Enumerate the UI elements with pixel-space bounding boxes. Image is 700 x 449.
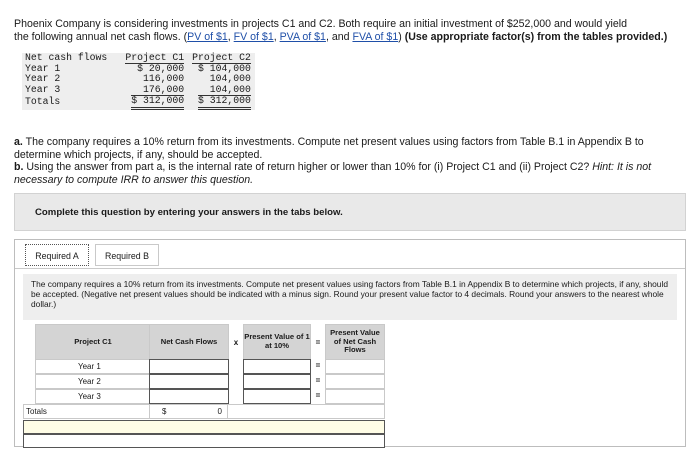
- year-label: Year 2: [78, 377, 101, 386]
- part-a-text: The company requires a 10% return from its investments. Compute net present values using factors from Table B.1 in Appendix B to determine which projects, if any, should be accepted.: [14, 136, 644, 161]
- cash-flow-header-row: [22, 53, 255, 64]
- pv-result-cell: [325, 359, 385, 374]
- c1-total-text: $ 312,000: [131, 95, 184, 110]
- cash-flow-header-c1: [121, 53, 188, 64]
- link-separator: ,: [273, 30, 280, 43]
- instructions-text: Complete this question by entering your answers in the tabs below.: [35, 207, 343, 218]
- intro-line-1: Phoenix Company is considering investments in projects C1 and C2. Both require an initial investment of $252,000 and would yield: [14, 18, 628, 30]
- instructions-banner: [14, 193, 686, 231]
- header-project: Project C1: [35, 324, 151, 360]
- tab-divider: [15, 268, 685, 269]
- header-c2-text: Project C2: [192, 52, 251, 63]
- pv-factor-input[interactable]: [243, 374, 311, 389]
- cash-flow-header-label: Net cash flows: [25, 52, 108, 63]
- cash-flow-c1-value: $ 20,000: [137, 62, 185, 74]
- cash-flow-year-label: Year 3: [25, 83, 61, 95]
- cash-flow-totals-row: [22, 95, 255, 110]
- cash-flow-c2-value: 104,000: [209, 73, 251, 85]
- times-sign: x: [233, 338, 239, 347]
- problem-intro: [14, 18, 694, 43]
- cash-flow-c2-value: $ 104,000: [197, 62, 251, 74]
- part-b-text: Using the answer from part a, is the internal rate of return higher or lower than 10% for (i) Project C1 and (ii) Project C2?: [23, 161, 593, 174]
- net-cash-flow-input[interactable]: [149, 389, 229, 404]
- intro-line-2: the following annual net cash flows. (: [14, 30, 188, 43]
- cash-flow-totals-label: Totals: [25, 96, 61, 108]
- header-pv-factor: Present Value of 1 at 10%: [243, 324, 311, 360]
- fv-of-1-link[interactable]: FV of $1: [233, 30, 274, 43]
- totals-label: Totals: [26, 407, 47, 416]
- answer-input-1[interactable]: [23, 420, 385, 434]
- totals-net-cash-flows: [149, 404, 229, 419]
- question-parts: [14, 136, 686, 186]
- answer-input-2[interactable]: [23, 434, 385, 448]
- equals-sign: =: [315, 391, 321, 400]
- header-c1-text: Project C1: [125, 52, 185, 63]
- cash-flow-c1-total: [121, 95, 188, 110]
- pv-of-1-link[interactable]: PV of $1: [187, 30, 228, 43]
- totals-value: 0: [217, 407, 222, 416]
- year-label: Year 1: [78, 362, 101, 371]
- part-b-hint: Hint: It is not necessary to compute IRR to answer this question.: [14, 161, 652, 186]
- required-a-question: The company requires a 10% return from its investments. Compute net present values using factors from Table B.1 in Appendix B to determine which projects, if any, should be accepted. (Negative net present values should be indicated with a minus sign. Round your present value factor to 4 decimals. Round your answers to the nearest whole dollar.): [23, 274, 677, 320]
- totals-label-cell: [23, 404, 151, 419]
- pv-result-cell: [325, 374, 385, 389]
- pv-result-cell: [325, 389, 385, 404]
- cash-flow-c1-value: 176,000: [142, 83, 185, 95]
- cash-flow-header-c2: [188, 53, 255, 64]
- year-label: Year 3: [78, 392, 101, 401]
- cash-flow-row: [22, 85, 255, 96]
- pva-of-1-link[interactable]: PVA of $1: [279, 30, 326, 43]
- cash-flow-table: [22, 53, 255, 110]
- link-and: , and: [325, 30, 353, 43]
- intro-instruction: (Use appropriate factor(s) from the tables provided.): [401, 30, 668, 43]
- totals-filler: [227, 404, 385, 419]
- cash-flow-c1-value: 116,000: [142, 73, 185, 85]
- cash-flow-c2-total: [188, 95, 255, 110]
- pv-factor-input[interactable]: [243, 359, 311, 374]
- part-b-label: b.: [14, 161, 24, 174]
- fva-of-1-link[interactable]: FVA of $1: [352, 30, 399, 43]
- cash-flow-c2-value: 104,000: [209, 83, 251, 95]
- equals-sign: =: [315, 338, 321, 347]
- cash-flow-year-label: Year 1: [25, 62, 61, 74]
- c2-total-text: $ 312,000: [198, 95, 251, 110]
- cash-flow-year-label: Year 2: [25, 73, 61, 85]
- net-cash-flow-input[interactable]: [149, 359, 229, 374]
- tab-required-b[interactable]: Required B: [95, 244, 159, 266]
- part-a-label: a.: [14, 136, 23, 148]
- tab-panel: [14, 239, 686, 447]
- part-b: [14, 161, 686, 186]
- link-close: ): [398, 30, 402, 43]
- tab-required-a[interactable]: Required A: [25, 244, 89, 266]
- row-label-cell: [35, 359, 151, 374]
- row-label-cell: [35, 374, 151, 389]
- header-net-cash-flows: Net Cash Flows: [149, 324, 229, 360]
- net-cash-flow-input[interactable]: [149, 374, 229, 389]
- row-label-cell: [35, 389, 151, 404]
- equals-sign: =: [315, 361, 321, 370]
- part-a: [14, 136, 686, 161]
- totals-currency: $: [162, 407, 167, 416]
- header-pv-net-cash-flows: Present Value of Net Cash Flows: [325, 324, 385, 360]
- equals-sign: =: [315, 376, 321, 385]
- pv-factor-input[interactable]: [243, 389, 311, 404]
- link-separator: ,: [227, 30, 234, 43]
